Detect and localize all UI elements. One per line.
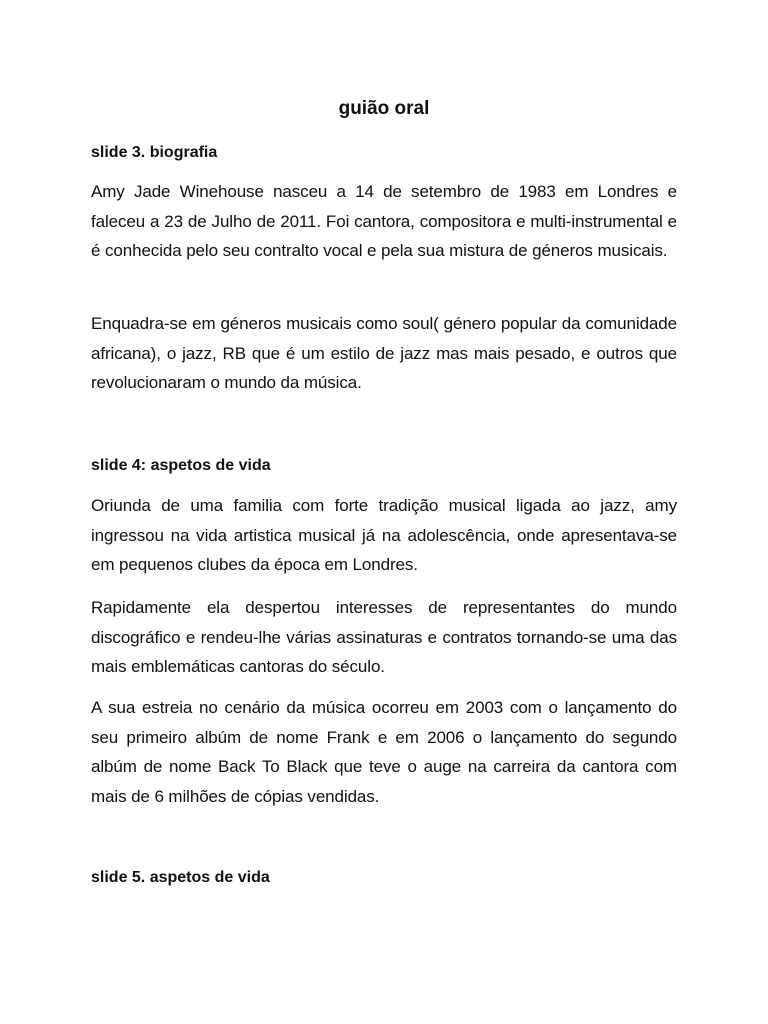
paragraph-life-1: Oriunda de uma familia com forte tradição musical ligada ao jazz, amy ingressou na vida artistica musical já na adolescência, onde apresentava-se em pequenos clubes da época em Londres. (91, 496, 677, 574)
document-title: guião oral (338, 98, 430, 119)
section-heading-slide-4: slide 4: aspetos de vida (91, 457, 271, 474)
paragraph-biography-2: Enquadra-se em géneros musicais como soul( género popular da comunidade africana), o jazz, RB que é um estilo de jazz mas mais pesado, e outros que revolucionaram o mundo da música. (91, 314, 677, 392)
paragraph-life-2: Rapidamente ela despertou interesses de representantes do mundo discográfico e rendeu-lhe várias assinaturas e contratos tornando-se uma das mais emblemáticas cantoras do século. (91, 598, 677, 676)
paragraph-biography-1: Amy Jade Winehouse nasceu a 14 de setembro de 1983 em Londres e faleceu a 23 de Julho de 2011. Foi cantora, compositora e multi-instrumental e é conhecida pelo seu contralto vocal e pela sua mistura de géneros musicais. (91, 182, 677, 260)
section-heading-slide-5: slide 5. aspetos de vida (91, 869, 270, 886)
section-heading-slide-3: slide 3. biografia (91, 144, 218, 161)
paragraph-life-3: A sua estreia no cenário da música ocorreu em 2003 com o lançamento do seu primeiro albúm de nome Frank e em 2006 o lançamento do segundo albúm de nome Back To Black que teve o auge na carreira da cantora com mais de 6 milhões de cópias vendidas. (91, 698, 677, 806)
